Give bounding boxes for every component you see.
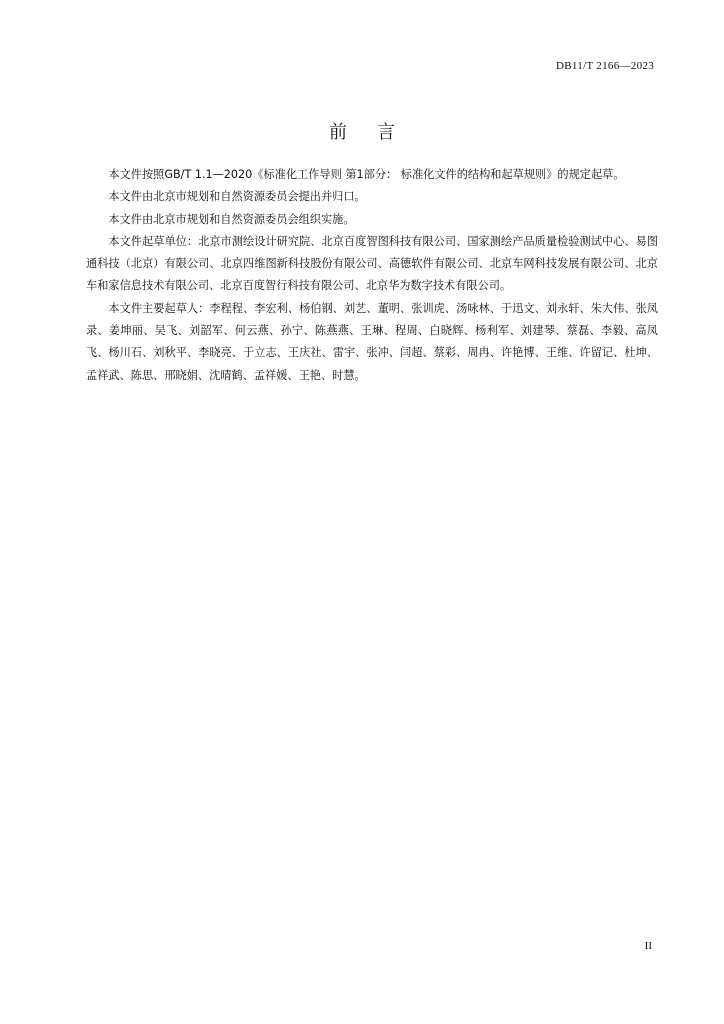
document-code: DB11/T 2166—2023 <box>556 60 654 72</box>
paragraph-drafting-units: 本文件起草单位：北京市测绘设计研究院、北京百度智图科技有限公司、国家测绘产品质量检验测试中心、易图通科技（北京）有限公司、北京四维图新科技股份有限公司、高德软件有限公司、北京车网科技发展有限公司、北京车和家信息技术有限公司、北京百度智行科技有限公司、北京华为数字技术有限公司。 <box>86 234 658 293</box>
paragraph-drafters: 本文件主要起草人：李程程、李宏利、杨伯钢、刘艺、董明、张训虎、汤咏林、于迅文、刘永轩、朱大伟、张凤录、姜坤丽、吴飞、刘韶军、何云燕、孙宁、陈燕燕、王琳、程周、白晓辉、杨利军、刘建琴、蔡磊、李毅、高凤飞、杨川石、刘秋平、李晓亮、于立志、王庆社、雷宇、张冲、闫超、蔡彩、周冉、许艳博、王维、许留记、杜坤、孟祥武、陈思、邢晓娟、沈晴鹤、孟祥媛、王艳、时慧。 <box>86 301 658 382</box>
paragraph-proposer: 本文件由北京市规划和自然资源委员会提出并归口。 <box>108 190 366 204</box>
page-title: 前言 <box>329 122 425 143</box>
paragraph-drafting-rules: 本文件按照GB/T 1.1—2020《标准化工作导则 第1部分： 标准化文件的结构和起草规则》的规定起草。 <box>108 168 625 181</box>
foreword-body <box>86 164 658 387</box>
paragraph-implementer: 本文件由北京市规划和自然资源委员会组织实施。 <box>108 212 355 226</box>
page-number: II <box>644 940 652 952</box>
